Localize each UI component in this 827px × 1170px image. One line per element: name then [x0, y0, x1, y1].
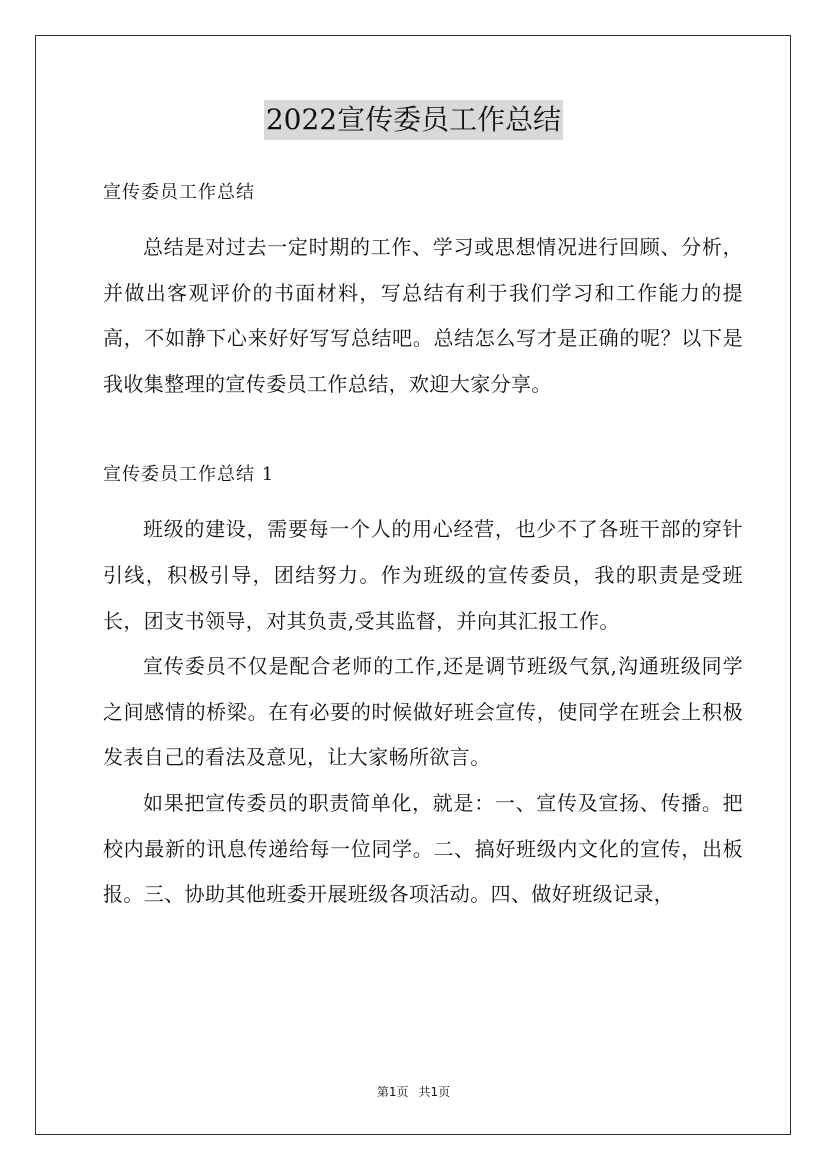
document-body: [103, 173, 743, 918]
intro-paragraph: 总结是对过去一定时期的工作、学习或思想情况进行回顾、分析，并做出客观评价的书面材料，写总结有利于我们学习和工作能力的提高，不如静下心来好好写写总结吧。总结怎么写才是正确的呢？以下是我收集整理的宣传委员工作总结，欢迎大家分享。: [103, 235, 743, 396]
section1-paragraph-3: 如果把宣传委员的职责简单化，就是：一、宣传及宣扬、传播。把校内最新的讯息传递给每一位同学。二、搞好班级内文化的宣传，出板报。三、协助其他班委开展班级各项活动。四、做好班级记录，: [103, 790, 743, 907]
page-footer: [0, 1084, 827, 1100]
title-container: [0, 100, 827, 140]
section1-paragraph-2: 宣传委员不仅是配合老师的工作,还是调节班级气氛,沟通班级同学之间感情的桥梁。在有必要的时候做好班会宣传，使同学在班会上积极发表自己的看法及意见，让大家畅所欲言。: [103, 654, 743, 770]
section1-heading: 宣传委员工作总结 1: [103, 464, 275, 486]
document-title: 2022宣传委员工作总结: [264, 100, 563, 140]
section1-paragraph-1: 班级的建设，需要每一个人的用心经营，也少不了各班干部的穿针引线，积极引导，团结努力。作为班级的宣传委员，我的职责是受班长，团支书领导，对其负责,受其监督，并向其汇报工作。: [103, 517, 743, 633]
page-total: 共1页: [418, 1085, 451, 1099]
page-number: 第1页: [376, 1085, 409, 1099]
intro-heading: 宣传委员工作总结: [103, 182, 255, 203]
